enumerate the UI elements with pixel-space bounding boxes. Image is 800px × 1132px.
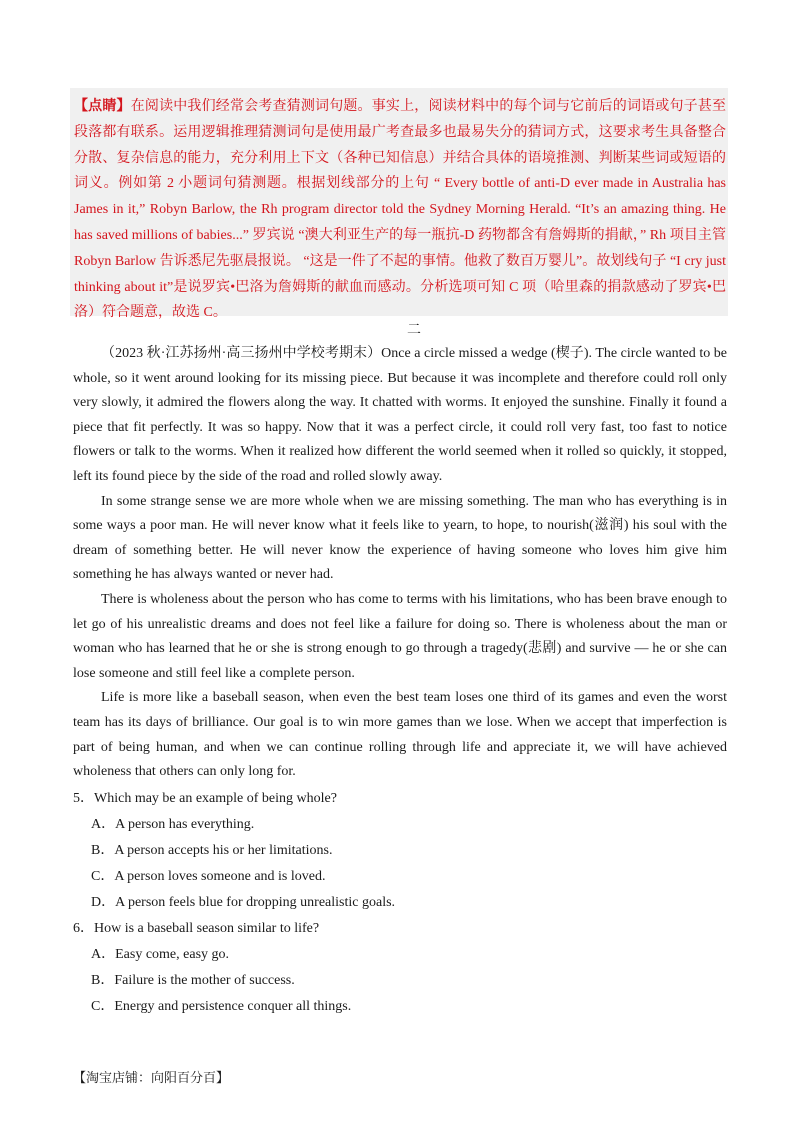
option-item: A．A person has everything. — [91, 817, 255, 832]
note-tag: 【点睛】 — [74, 99, 131, 114]
section-number: 二 — [407, 323, 421, 338]
option-item: C．Energy and persistence conquer all things. — [91, 999, 352, 1014]
analysis-note — [70, 88, 728, 321]
option-item: B．A person accepts his or her limitations. — [91, 843, 333, 858]
passage-paragraph: There is wholeness about the person who has come to terms with his limitations, who has been brave enough to let go of his unrealistic dreams and does not feel like a failure for doing so. There is wholeness about the man or woman who has learned that he or she is strong enough to go through a tragedy(悲剧) and survive — he or she can lose someone and still feel like a complete person. — [73, 591, 727, 681]
question-stem: 5．Which may be an example of being whole? — [73, 791, 337, 806]
passage-paragraph: （2023 秋·江苏扬州·高三扬州中学校考期末）Once a circle missed a wedge (楔子). The circle wanted to be whole, so it went around looking for its missing piece. But because it was incomplete and therefore could roll only very slowly, it admired the flowers along the way. It chatted with worms. It enjoyed the sunshine. Finally it found a piece that fit perfectly. It was so happy. Now that it was a perfect circle, it could roll very fast, too fast to notice flowers or talk to the worms. When it realized how different the world seemed when it rolled so quickly, it stopped, left its found piece by the side of the road and rolled slowly away. — [73, 346, 727, 484]
question-list — [73, 786, 727, 1020]
note-text: 在阅读中我们经常会考查猜测词句题。事实上，阅读材料中的每个词与它前后的词语或句子甚至段落都有联系。运用逻辑推理猜测词句是使用最广考查最多也最易失分的猜词方式，这要求考生具备整合分散、复杂信息的能力，充分利用上下文（各种已知信息）并结合具体的语境推测、判断某些词或短语的词义。例如第 2 小题词句猜测题。根据划线部分的上句 “ Every bottle of anti-D ever made in Australia has James in it,” Robyn Barlow, the Rh program director told the Sydney Morning Herald. “It’s an amazing thing. He has saved millions of babies...” 罗宾说 “澳大利亚生产的每一瓶抗-D 药物都含有詹姆斯的捐献，” Rh 项目主管 Robyn Barlow 告诉悉尼先驱晨报说。 “这是一件了不起的事情。他救了数百万婴儿”。故划线句子 “I cry just thinking about it”是说罗宾•巴洛为詹姆斯的献血而感动。分析选项可知 C 项（哈里森的捐款感动了罗宾•巴洛）符合题意，故选 C。 — [74, 99, 727, 321]
option-item: A．Easy come, easy go. — [91, 947, 230, 962]
passage-paragraph: In some strange sense we are more whole when we are missing something. The man who has everything is in some ways a poor man. He will never know what it feels like to yearn, to hope, to nourish(滋润) his soul with the dream of something better. He will never know the experience of having someone who loves him give him something he has always wanted or never had. — [73, 493, 727, 583]
passage-paragraph: Life is more like a baseball season, when even the best team loses one third of its games and even the worst team has its days of brilliance. Our goal is to win more games than we lose. When we accept that imperfection is part of being human, and when we can continue rolling through life and appreciate it, we will have achieved wholeness that others can only long for. — [73, 690, 727, 780]
reading-passage — [73, 342, 727, 785]
page-footer: 【淘宝店铺：向阳百分百】 — [73, 1071, 230, 1086]
question-stem: 6．How is a baseball season similar to life? — [73, 921, 320, 936]
option-item: C．A person loves someone and is loved. — [91, 869, 326, 884]
option-item: B．Failure is the mother of success. — [91, 973, 295, 988]
option-item: D．A person feels blue for dropping unrealistic goals. — [91, 895, 396, 910]
